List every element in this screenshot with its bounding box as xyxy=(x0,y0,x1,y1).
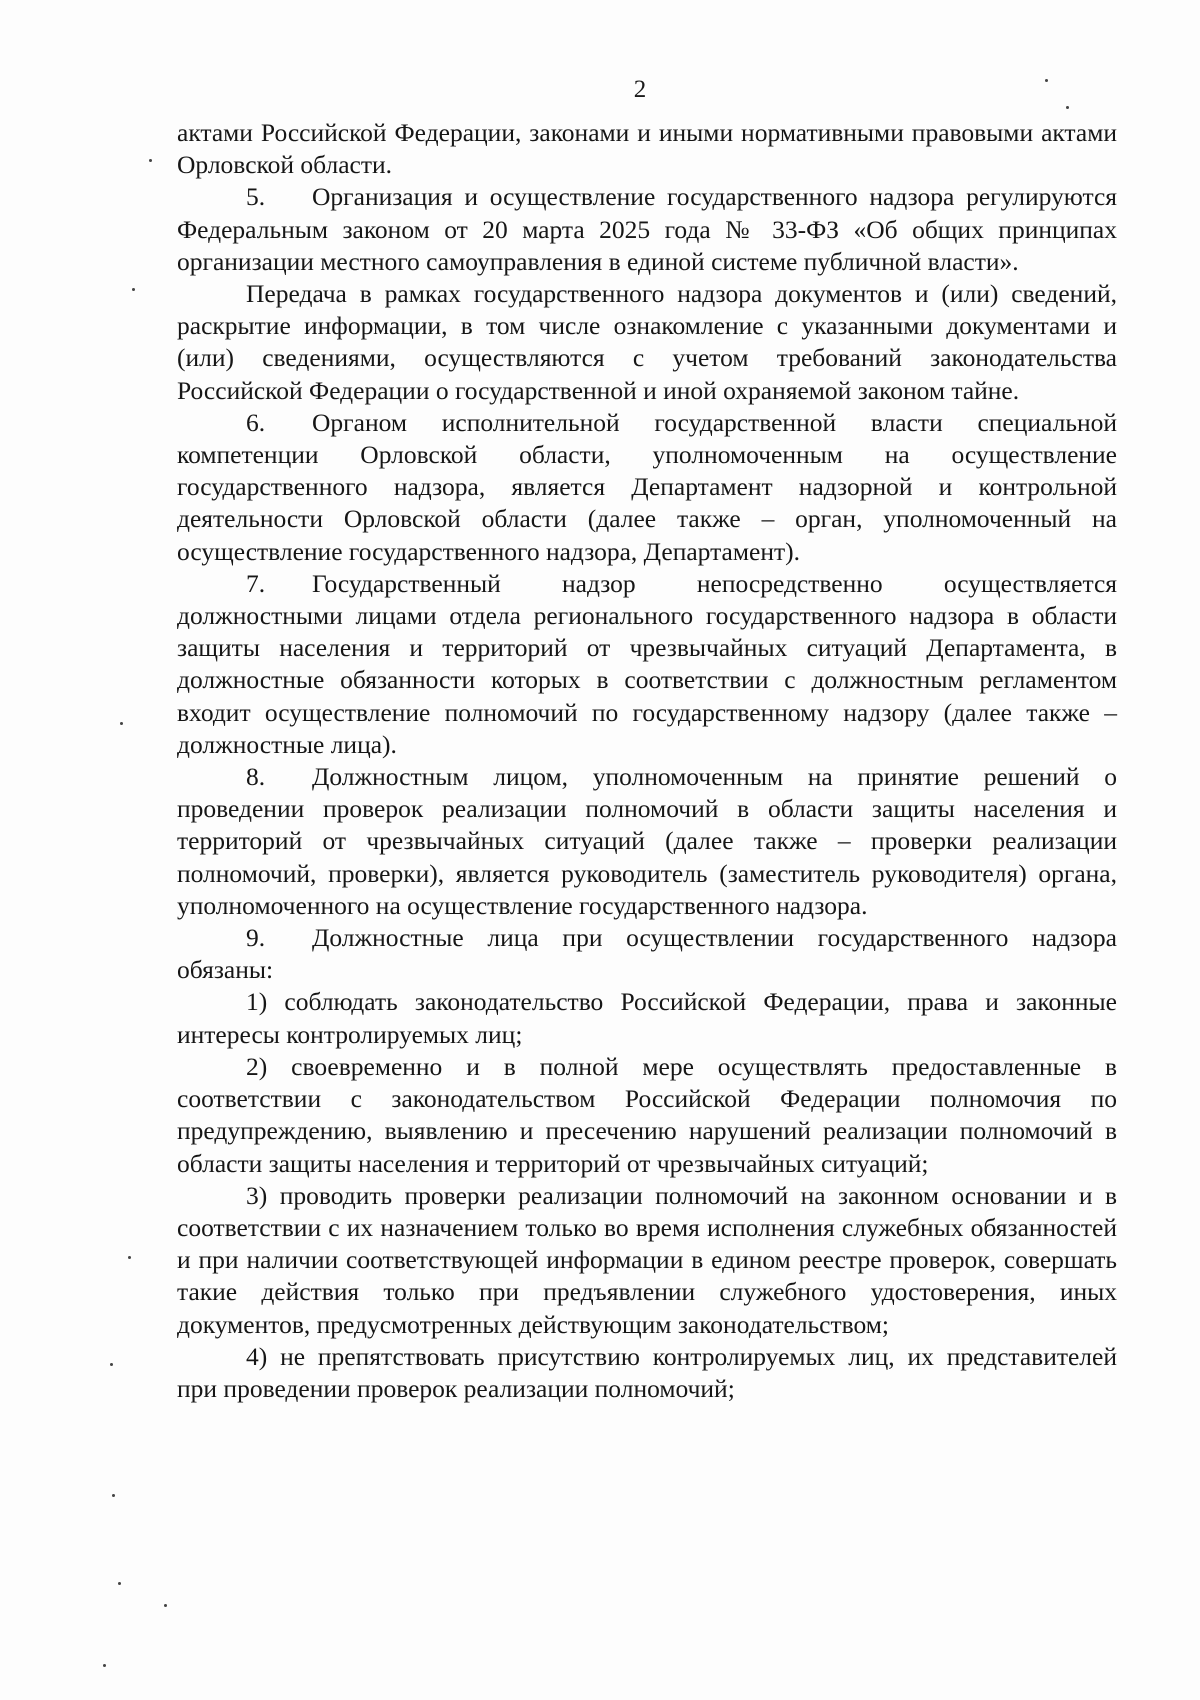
paragraph-number: 9. xyxy=(246,923,266,953)
paragraph-text: Должностным лицом, уполномоченным на принятие решений о проведении проверок реализации полномочий в области защиты населения и территорий от чрезвычайных ситуаций (далее также – проверки реализации полномочий, проверки), является руководитель (заместитель руководителя) органа, уполномоченного на осуществление государственного надзора. xyxy=(177,762,1117,920)
scan-speck xyxy=(132,288,135,291)
paragraph-5-continued: Передача в рамках государственного надзора документов и (или) сведений, раскрытие информации, в том числе ознакомление с указанными документами и (или) сведениями, осуществляются с учетом требований законодательства Российской Федерации о государственной и иной охраняемой законом тайне. xyxy=(177,279,1117,405)
list-item-1 xyxy=(177,986,1117,1050)
paragraph-number: 6. xyxy=(246,407,266,437)
scan-speck xyxy=(149,159,152,162)
scan-speck xyxy=(1045,79,1048,82)
scan-speck xyxy=(103,1664,106,1667)
paragraph-number: 7. xyxy=(246,568,266,598)
scan-speck xyxy=(110,1363,113,1366)
paragraph-7 xyxy=(177,568,1117,761)
scan-speck xyxy=(118,1582,121,1585)
scan-speck xyxy=(164,1604,167,1607)
list-item-text: проводить проверки реализации полномочий на законном основании и в соответствии с их назначением только во время исполнения служебных обязанностей и при наличии соответствующей информации в едином реестре проверок, совершать такие действия только при предъявлении служебного удостоверения, иных документов, предусмотренных действующим законодательством; xyxy=(177,1180,1118,1339)
list-item-text: не препятствовать присутствию контролируемых лиц, их представителей при проведении проверок реализации полномочий; xyxy=(177,1341,1117,1403)
list-item-number: 2) xyxy=(246,1051,268,1081)
paragraph-9 xyxy=(177,922,1117,986)
paragraph-5 xyxy=(177,181,1117,278)
paragraph-continuation: актами Российской Федерации, законами и иными нормативными правовыми актами Орловской области. xyxy=(177,118,1117,180)
list-item-number: 3) xyxy=(246,1180,268,1210)
list-item-2 xyxy=(177,1051,1117,1180)
list-item-4 xyxy=(177,1341,1117,1405)
page-number: 2 xyxy=(633,76,647,103)
paragraph-8 xyxy=(177,761,1117,922)
scan-speck xyxy=(128,1256,131,1259)
scan-speck xyxy=(120,722,123,725)
paragraph-6 xyxy=(177,407,1117,568)
list-item-number: 4) xyxy=(246,1341,268,1371)
paragraph-number: 5. xyxy=(246,182,266,212)
paragraph-text: Органом исполнительной государственной власти специальной компетенции Орловской области, уполномоченным на осуществление государственного надзора, является Департамент надзорной и контрольной деятельности Орловской области (далее также – орган, уполномоченный на осуществление государственного надзора, Департамент). xyxy=(177,407,1117,566)
paragraph-text: Государственный надзор непосредственно осуществляется должностными лицами отдела регионального государственного надзора в области защиты населения и территорий от чрезвычайных ситуаций Департамента, в должностные обязанности которых в соответствии с должностным регламентом входит осуществление полномочий по государственному надзору (далее также – должностные лица). xyxy=(177,568,1117,759)
list-item-text: своевременно и в полной мере осуществлять предоставленные в соответствии с законодательством Российской Федерации полномочия по предупреждению, выявлению и пресечению нарушений реализации полномочий в области защиты населения и территорий от чрезвычайных ситуаций; xyxy=(177,1051,1118,1178)
list-item-number: 1) xyxy=(246,987,268,1017)
scan-speck xyxy=(112,1494,115,1497)
list-item-3 xyxy=(177,1180,1117,1341)
scan-speck xyxy=(1066,106,1069,109)
document-body xyxy=(177,117,1117,1405)
paragraph-number: 8. xyxy=(246,762,266,792)
list-item-text: соблюдать законодательство Российской Федерации, права и законные интересы контролируемых лиц; xyxy=(177,987,1117,1049)
paragraph-text: Должностные лица при осуществлении государственного надзора обязаны: xyxy=(177,923,1117,985)
paragraph-text: Организация и осуществление государственного надзора регулируются Федеральным законом от 20 марта 2025 года № 33-ФЗ «Об общих принципах организации местного самоуправления в единой системе публичной власти». xyxy=(177,182,1117,276)
